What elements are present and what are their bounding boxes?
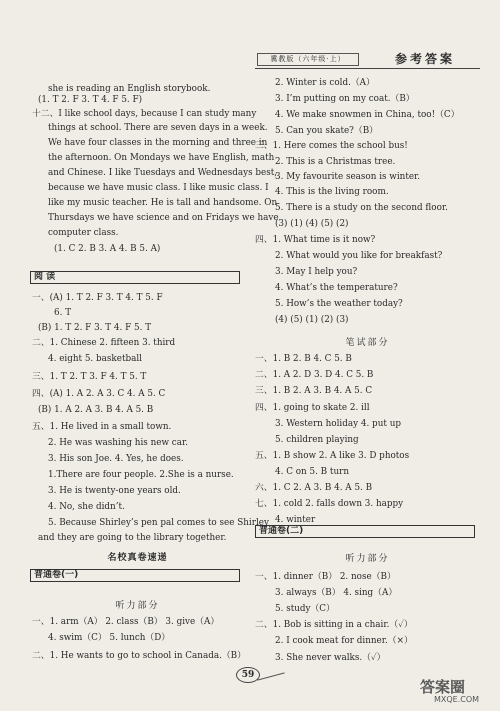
answer-line: 2. I cook meat for dinner.（×） (275, 636, 413, 646)
answer-line: 2. Winter is cold.（A） (275, 78, 375, 88)
answer-line: 3. Western holiday 4. put up (275, 419, 401, 429)
answer-line: 6. T (54, 308, 72, 318)
answer-line: (1. C 2. B 3. A 4. B 5. A) (54, 244, 161, 254)
answer-line: (B) 1. T 2. F 3. T 4. F 5. T (38, 323, 152, 333)
written-heading: 笔试部分 (345, 338, 390, 348)
listening-heading: 听力部分 (115, 601, 160, 611)
answer-line: 3. My favourite season is winter. (275, 172, 421, 182)
answer-line: 5. study（C） (275, 604, 335, 614)
answer-line: and Chinese. I like Tuesdays and Wednesdays best, (48, 168, 278, 178)
answer-line: 四、(A) 1. A 2. A 3. C 4. A 5. C (32, 389, 166, 399)
answer-line: 3. May I help you? (275, 267, 358, 277)
answer-line: 3. She never walks.（✓） (275, 653, 386, 663)
answer-line: 5. How’s the weather today? (275, 299, 403, 309)
answer-line: 六、1. C 2. A 3. B 4. A 5. B (255, 483, 373, 493)
watermark-url: MXQE.COM (434, 695, 480, 704)
answer-line: 三、1. B 2. A 3. B 4. A 5. C (255, 386, 373, 396)
answer-line: 五、1. B show 2. A like 3. D photos (255, 451, 410, 461)
answer-line: 4. This is the living room. (275, 187, 389, 197)
answer-line: 4. swim（C） 5. lunch（D） (48, 633, 171, 643)
answer-line: 3. He is twenty-one years old. (48, 486, 181, 496)
answer-line: 4. We make snowmen in China, too!（C） (275, 110, 460, 120)
answer-line: 十二、I like school days, because I can study many (32, 109, 257, 119)
answer-line: 3. always（B） 4. sing（A） (275, 588, 398, 598)
famous-school-title: 名校真卷速递 (107, 553, 168, 563)
answer-line: 2. What would you like for breakfast? (275, 251, 443, 261)
answer-line: 4. eight 5. basketball (48, 354, 142, 364)
answer-line: 3. I’m putting on my coat.（B） (275, 94, 415, 104)
section-paper-one: 普通卷(一) (30, 569, 240, 582)
answer-line: 三、1. Here comes the school bus! (255, 141, 408, 151)
answer-line: 一、1. dinner（B） 2. nose（B） (255, 572, 396, 582)
answer-line: 3. His son Joe. 4. Yes, he does. (48, 454, 184, 464)
answer-line: (4) (5) (1) (2) (3) (275, 315, 349, 325)
answer-line: 三、1. T 2. T 3. F 4. T 5. T (32, 372, 147, 382)
answer-line: 2. This is a Christmas tree. (275, 157, 396, 167)
answer-line: because we have music class. I like music class. I (48, 183, 269, 193)
answer-line: Thursdays we have science and on Fridays we have (48, 213, 279, 223)
answer-line: 五、1. He lived in a small town. (32, 422, 172, 432)
answer-line: 4. What’s the temperature? (275, 283, 398, 293)
answer-line: 4. winter (275, 515, 316, 525)
header-rule (255, 68, 480, 69)
answer-line: 一、(A) 1. T 2. F 3. T 4. T 5. F (32, 293, 163, 303)
answer-line: 2. He was washing his new car. (48, 438, 189, 448)
section-reading: 阅 读 (30, 271, 240, 284)
listening-heading-two: 听力部分 (345, 554, 390, 564)
answer-line: 二、1. Chinese 2. fifteen 3. third (32, 338, 176, 348)
answer-line: like my music teacher. He is tall and handsome. On (48, 198, 278, 208)
answer-line: 4. C on 5. B turn (275, 467, 349, 477)
answer-line: 二、1. A 2. D 3. D 4. C 5. B (255, 370, 374, 380)
answer-line: 二、1. Bob is sitting in a chair.（✓） (255, 620, 413, 630)
answer-line: things at school. There are seven days in a week. (48, 123, 268, 133)
answer-line: 1.There are four people. 2.She is a nurse. (48, 470, 234, 480)
edition-label: 冀教版（六年级·上） (257, 53, 359, 66)
answer-line: We have four classes in the morning and three in (48, 138, 268, 148)
answer-line: 四、1. What time is it now? (255, 235, 376, 245)
answer-line: 一、1. arm（A） 2. class（B） 3. give（A） (32, 617, 220, 627)
answer-line: the afternoon. On Mondays we have English, math (48, 153, 275, 163)
answer-line: 二、1. He wants to go to school in Canada.（B） (32, 651, 246, 661)
answer-line: 5. children playing (275, 435, 359, 445)
answer-line: computer class. (48, 228, 119, 238)
right-column (255, 0, 480, 711)
answer-line: 一、1. B 2. B 4. C 5. B (255, 354, 352, 364)
answer-line: she is reading an English storybook. (48, 84, 211, 94)
answer-line: 5. Can you skate?（B） (275, 126, 378, 136)
page-header-title: 参考答案 (395, 52, 456, 66)
section-paper-two: 普通卷(二) (255, 525, 475, 538)
answer-line: 5. Because Shirley’s pen pal comes to see Shirley (48, 518, 269, 528)
page-number: 59 (236, 667, 260, 683)
answer-line: 四、1. going to skate 2. ill (255, 403, 370, 413)
answer-line: and they are going to the library together. (38, 533, 227, 543)
answer-line: (3) (1) (4) (5) (2) (275, 219, 349, 229)
answer-line: (1. T 2. F 3. T 4. F 5. F) (38, 95, 143, 105)
watermark-logo: 答案圈 (420, 678, 466, 696)
answer-line: 七、1. cold 2. falls down 3. happy (255, 499, 404, 509)
answer-line: 5. There is a study on the second floor. (275, 203, 448, 213)
answer-line: (B) 1. A 2. A 3. B 4. A 5. B (38, 405, 154, 415)
answer-line: 4. No, she didn’t. (48, 502, 125, 512)
